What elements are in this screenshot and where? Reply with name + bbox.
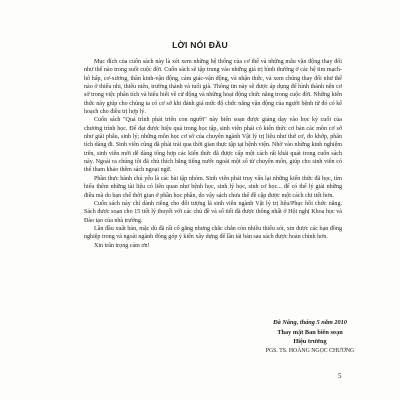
signature-name: PGS. TS. HOÀNG NGỌC CHƯƠNG	[265, 347, 355, 354]
paragraph-4: Cuốn sách này chỉ dành riêng cho đối tượng là sinh viên ngành Vật lý trị liệu/Phục hồi chức năng. Sách được soạn cho 15 tiết lý thuyết với các chủ đề và số tiết đã được thông nhất ở Hội nghị Khoa học và Đào tạo của nhà trường.	[84, 200, 342, 224]
signature-block	[250, 318, 370, 356]
paragraph-5: Lần đầu xuất bản, mặc dù đã rất cố gắng nhưng chắc chắn còn nhiều thiếu sót, xin được các bạn đồng nghiệp trong và ngoài ngành đóng góp ý kiến xây dựng để lần tái bản sau sách được hoàn chỉnh hơn.	[84, 225, 342, 241]
preface-body	[84, 58, 342, 250]
signature-title: Hiệu trưởng	[293, 338, 327, 345]
paragraph-1: Mục đích của cuốn sách này là xét xem những hệ thống của cơ thể và những mẫu vận động thay đổi như thế nào trong suốt cuộc đời. Cuốn sách sẽ tập trung vào những giá trị bình thường ở các hệ tim mạch-hô hấp, cơ-xương, thần kinh-vận động, cảm giác-vận động, và nhận thức, và xem chúng thay đổi như thế nào ở thiếu nhi, thiếu niên, trưởng thành và tuổi già. Thông tin này sẽ được áp dụng để hình thành nên cơ sở trong việc phân tích và hiểu biết về cử động và những hoạt động chức năng trong cuộc đời. Những kiến thức này giúp cho chúng ta có cơ sở khi đánh giá mức độ chức năng vận động của người bệnh từ đó có kế hoạch cho điều trị hợp lý.	[84, 59, 342, 116]
page-number: 5	[338, 372, 342, 380]
page-title: LỜI NÓI ĐẦU	[172, 40, 228, 50]
paragraph-3: Phần thực hành chủ yếu là các bài tập nhóm. Sinh viên phải truy vấn lại những kiến thức đã học, tìm hiểu thêm những tài liệu có liên quan như bệnh học, sinh lý học, sinh cơ học... để có thể lý giải những điều mà do bạn chế thời gian ở phần học phần, do vậy sách chưa thể đề cập được một cách chi tiết hơn.	[84, 175, 342, 199]
signature-date: Đà Nẵng, tháng 5 năm 2010	[273, 319, 347, 326]
paragraph-6: Xin trân trọng cảm ơn!	[94, 242, 150, 249]
signature-role: Thay mặt Ban biên soạn	[277, 328, 343, 336]
paragraph-2: Cuốn sách "Quá trình phát triển con người" này biên soạn được giảng dạy vào học kỳ cuối của chương trình học. Để đạt được hiệu quả trong học tập, sinh viên phải có kiến thức cơ bản các môn cơ sở như giải phẫu, sinh lý; những môn học cơ sở của chuyên ngành Vật lý trị liệu như thử cơ, đo khớp, phân tích dáng đi. Sinh viên cũng đã phải trải qua thời gian thực tập tại bệnh viện. Nhờ vào những kinh nghiệm trên, sinh viên mới dễ dàng tổng hợp các kiến thức đã được cấp một cách rất khái quát trong cuốn sách này. Ngoài ra chúng tôi đã chủ thích bằng tiếng nước ngoài một số từ chuyên môn, giúp cho sinh viên có thể tham khảo thêm sách ngoại ngữ.	[84, 117, 342, 174]
